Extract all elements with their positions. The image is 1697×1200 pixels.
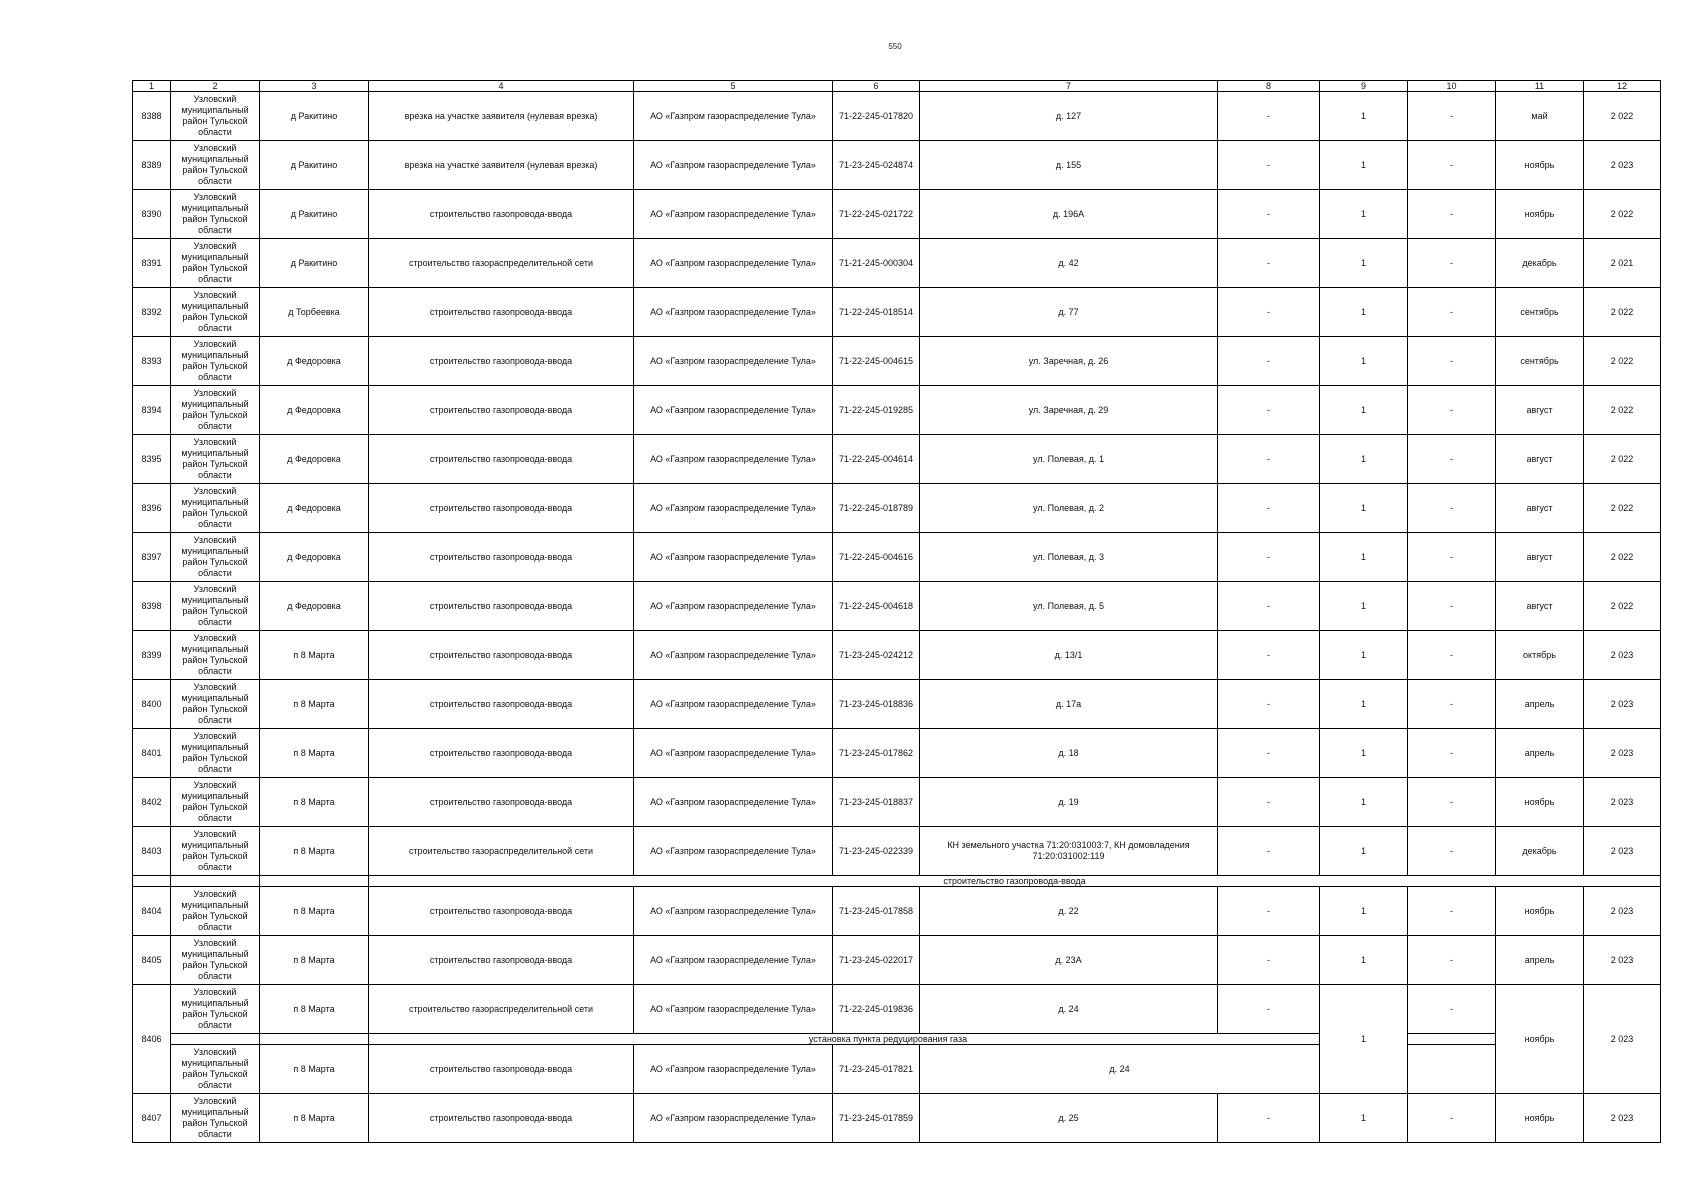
cell-address: д. 42	[920, 239, 1218, 288]
cell-address: д. 19	[920, 778, 1218, 827]
table-row	[133, 337, 1661, 386]
cell-year: 2 023	[1584, 680, 1661, 729]
cell-district: Узловский муниципальный район Тульской области	[171, 729, 260, 778]
cell-month: декабрь	[1496, 827, 1584, 876]
cell-org: АО «Газпром газораспределение Тула»	[634, 582, 833, 631]
cell-col8: -	[1218, 337, 1320, 386]
cell-code: 71-23-245-018837	[833, 778, 920, 827]
cell-year: 2 021	[1584, 239, 1661, 288]
cell-district: Узловский муниципальный район Тульской области	[171, 680, 260, 729]
cell-address: д. 127	[920, 92, 1218, 141]
cell-col10: -	[1408, 827, 1496, 876]
cell-num: 8388	[133, 92, 171, 141]
table-row	[133, 92, 1661, 141]
table-row	[133, 484, 1661, 533]
cell-col9: 1	[1320, 778, 1408, 827]
cell-col8: -	[1218, 533, 1320, 582]
cell-locality: д Ракитино	[260, 239, 369, 288]
cell-num: 8405	[133, 936, 171, 985]
table-row	[133, 985, 1661, 1034]
table-row	[133, 239, 1661, 288]
cell-address: ул. Заречная, д. 29	[920, 386, 1218, 435]
cell-col8: -	[1218, 985, 1320, 1034]
cell-col8: -	[1218, 887, 1320, 936]
cell-year: 2 023	[1584, 1094, 1661, 1143]
column-header: 5	[634, 81, 833, 92]
cell-work: врезка на участке заявителя (нулевая врезка)	[369, 141, 634, 190]
cell-address: КН земельного участка 71:20:031003:7, КН домовладения 71:20:031002:119	[920, 827, 1218, 876]
cell-col8: -	[1218, 1094, 1320, 1143]
column-header: 6	[833, 81, 920, 92]
cell-address: д. 17а	[920, 680, 1218, 729]
page-number: 550	[888, 42, 902, 51]
cell-col8: -	[1218, 239, 1320, 288]
cell-num: 8402	[133, 778, 171, 827]
cell-col10: -	[1408, 386, 1496, 435]
cell-col8: -	[1218, 484, 1320, 533]
cell-address: д. 18	[920, 729, 1218, 778]
cell-code: 71-23-245-017859	[833, 1094, 920, 1143]
cell-col10: -	[1408, 729, 1496, 778]
cell-locality: д Федоровка	[260, 386, 369, 435]
cell-locality: п 8 Марта	[260, 827, 369, 876]
cell-col10: -	[1408, 1094, 1496, 1143]
cell-month: август	[1496, 484, 1584, 533]
cell-code: 71-22-245-004614	[833, 435, 920, 484]
cell-num: 8397	[133, 533, 171, 582]
cell-work: строительство газопровода-ввода	[369, 778, 634, 827]
column-header: 4	[369, 81, 634, 92]
cell-code: 71-22-245-018514	[833, 288, 920, 337]
cell-district: Узловский муниципальный район Тульской области	[171, 239, 260, 288]
cell-col10: -	[1408, 239, 1496, 288]
cell-work: строительство газопровода-ввода	[369, 887, 634, 936]
cell-district: Узловский муниципальный район Тульской области	[171, 92, 260, 141]
cell-month: октябрь	[1496, 631, 1584, 680]
cell-code: 71-22-245-018789	[833, 484, 920, 533]
note-cell: установка пункта редуцирования газа	[369, 1034, 1408, 1045]
cell-month: август	[1496, 435, 1584, 484]
table-row	[133, 936, 1661, 985]
cell-month: ноябрь	[1496, 778, 1584, 827]
cell-col8: -	[1218, 288, 1320, 337]
cell-code: 71-23-245-017858	[833, 887, 920, 936]
cell-work: строительство газопровода-ввода	[369, 936, 634, 985]
cell-org: АО «Газпром газораспределение Тула»	[634, 1045, 833, 1094]
cell-work: строительство газопровода-ввода	[369, 1094, 634, 1143]
cell-district: Узловский муниципальный район Тульской области	[171, 631, 260, 680]
cell-month: ноябрь	[1496, 190, 1584, 239]
cell-col9: 1	[1320, 190, 1408, 239]
cell-locality: д Федоровка	[260, 582, 369, 631]
cell-year: 2 022	[1584, 337, 1661, 386]
cell-num: 8406	[133, 985, 171, 1094]
cell-org: АО «Газпром газораспределение Тула»	[634, 729, 833, 778]
cell-month: ноябрь	[1496, 141, 1584, 190]
cell-year: 2 023	[1584, 985, 1661, 1094]
cell-col9: 1	[1320, 386, 1408, 435]
cell-org: АО «Газпром газораспределение Тула»	[634, 827, 833, 876]
cell-org: АО «Газпром газораспределение Тула»	[634, 337, 833, 386]
cell-work: врезка на участке заявителя (нулевая врезка)	[369, 92, 634, 141]
cell-col10: -	[1408, 582, 1496, 631]
cell-district: Узловский муниципальный район Тульской области	[171, 190, 260, 239]
cell-locality: д Федоровка	[260, 337, 369, 386]
table-row	[133, 141, 1661, 190]
cell-num: 8404	[133, 887, 171, 936]
note-row	[133, 876, 1661, 887]
cell-code: 71-22-245-004615	[833, 337, 920, 386]
cell-address: д. 196А	[920, 190, 1218, 239]
cell-month: август	[1496, 582, 1584, 631]
cell-work: строительство газопровода-ввода	[369, 533, 634, 582]
cell-code: 71-23-245-022339	[833, 827, 920, 876]
cell-year: 2 022	[1584, 190, 1661, 239]
cell-org: АО «Газпром газораспределение Тула»	[634, 190, 833, 239]
cell-org: АО «Газпром газораспределение Тула»	[634, 484, 833, 533]
cell-col9: 1	[1320, 239, 1408, 288]
cell-col8: -	[1218, 631, 1320, 680]
cell-code: 71-21-245-000304	[833, 239, 920, 288]
cell-district: Узловский муниципальный район Тульской области	[171, 827, 260, 876]
cell-year: 2 023	[1584, 141, 1661, 190]
cell-col9: 1	[1320, 1094, 1408, 1143]
cell-district: Узловский муниципальный район Тульской области	[171, 386, 260, 435]
cell-col10: -	[1408, 533, 1496, 582]
cell-org: АО «Газпром газораспределение Тула»	[634, 435, 833, 484]
cell-district: Узловский муниципальный район Тульской области	[171, 582, 260, 631]
cell-code: 71-23-245-017821	[833, 1045, 920, 1094]
cell-address: ул. Полевая, д. 1	[920, 435, 1218, 484]
table-row	[133, 729, 1661, 778]
cell-org: АО «Газпром газораспределение Тула»	[634, 141, 833, 190]
cell-col8: -	[1218, 827, 1320, 876]
cell-code: 71-23-245-022017	[833, 936, 920, 985]
cell-col8: -	[1218, 190, 1320, 239]
cell-num: 8399	[133, 631, 171, 680]
column-header: 2	[171, 81, 260, 92]
cell-col9: 1	[1320, 631, 1408, 680]
cell-col10: -	[1408, 92, 1496, 141]
cell-year: 2 023	[1584, 729, 1661, 778]
cell-work: строительство газопровода-ввода	[369, 337, 634, 386]
column-header: 1	[133, 81, 171, 92]
cell-address: д. 77	[920, 288, 1218, 337]
cell-district: Узловский муниципальный район Тульской области	[171, 778, 260, 827]
table-row	[133, 288, 1661, 337]
cell-col8: -	[1218, 729, 1320, 778]
cell-num: 8403	[133, 827, 171, 876]
column-header: 9	[1320, 81, 1408, 92]
cell-num: 8398	[133, 582, 171, 631]
cell-org: АО «Газпром газораспределение Тула»	[634, 239, 833, 288]
cell-num: 8391	[133, 239, 171, 288]
cell-address: ул. Заречная, д. 26	[920, 337, 1218, 386]
table-row	[133, 631, 1661, 680]
cell-locality: п 8 Марта	[260, 1094, 369, 1143]
cell-col9: 1	[1320, 985, 1408, 1094]
cell-org: АО «Газпром газораспределение Тула»	[634, 533, 833, 582]
cell-month: апрель	[1496, 936, 1584, 985]
table-row	[133, 778, 1661, 827]
cell-col8: -	[1218, 386, 1320, 435]
cell-month: август	[1496, 386, 1584, 435]
cell-year: 2 023	[1584, 827, 1661, 876]
cell-locality: п 8 Марта	[260, 729, 369, 778]
column-header: 8	[1218, 81, 1320, 92]
cell-code: 71-22-245-021722	[833, 190, 920, 239]
cell-num: 8392	[133, 288, 171, 337]
cell-org: АО «Газпром газораспределение Тула»	[634, 631, 833, 680]
cell-col9: 1	[1320, 887, 1408, 936]
cell-locality: п 8 Марта	[260, 778, 369, 827]
cell-year: 2 023	[1584, 631, 1661, 680]
cell-num: 8396	[133, 484, 171, 533]
cell-col9: 1	[1320, 288, 1408, 337]
cell-district: Узловский муниципальный район Тульской области	[171, 435, 260, 484]
cell-org: АО «Газпром газораспределение Тула»	[634, 778, 833, 827]
cell-work: строительство газопровода-ввода	[369, 729, 634, 778]
cell-year: 2 022	[1584, 533, 1661, 582]
cell-district: Узловский муниципальный район Тульской области	[171, 887, 260, 936]
cell-code: 71-22-245-019285	[833, 386, 920, 435]
cell-col10: -	[1408, 680, 1496, 729]
cell-work: строительство газопровода-ввода	[369, 631, 634, 680]
table-row	[133, 887, 1661, 936]
cell-address: ул. Полевая, д. 5	[920, 582, 1218, 631]
cell-year: 2 022	[1584, 288, 1661, 337]
cell-locality: п 8 Марта	[260, 887, 369, 936]
cell-code: 71-22-245-019836	[833, 985, 920, 1034]
cell-year: 2 022	[1584, 484, 1661, 533]
cell-district: Узловский муниципальный район Тульской области	[171, 985, 260, 1034]
cell-num: 8400	[133, 680, 171, 729]
cell-address: д. 24	[920, 985, 1218, 1034]
cell-org: АО «Газпром газораспределение Тула»	[634, 386, 833, 435]
cell-col10: -	[1408, 778, 1496, 827]
table-row	[133, 190, 1661, 239]
cell-district: Узловский муниципальный район Тульской области	[171, 1094, 260, 1143]
table-row	[133, 1094, 1661, 1143]
cell-district: Узловский муниципальный район Тульской области	[171, 337, 260, 386]
cell-locality: п 8 Марта	[260, 680, 369, 729]
cell-col9: 1	[1320, 92, 1408, 141]
table-row	[133, 386, 1661, 435]
cell-col8: -	[1218, 680, 1320, 729]
cell-col9: 1	[1320, 582, 1408, 631]
cell-district: Узловский муниципальный район Тульской области	[171, 936, 260, 985]
cell-address: д. 13/1	[920, 631, 1218, 680]
cell-col10: -	[1408, 887, 1496, 936]
cell-org: АО «Газпром газораспределение Тула»	[634, 936, 833, 985]
cell-col9: 1	[1320, 680, 1408, 729]
cell-work: строительство газопровода-ввода	[369, 435, 634, 484]
cell-work: строительство газопровода-ввода	[369, 484, 634, 533]
cell-col10: -	[1408, 631, 1496, 680]
cell-district: Узловский муниципальный район Тульской области	[171, 1045, 260, 1094]
cell-month: апрель	[1496, 680, 1584, 729]
cell-year: 2 022	[1584, 92, 1661, 141]
cell-address: д. 25	[920, 1094, 1218, 1143]
table-row	[133, 435, 1661, 484]
cell-locality: п 8 Марта	[260, 1045, 369, 1094]
cell-year: 2 022	[1584, 435, 1661, 484]
cell-num: 8390	[133, 190, 171, 239]
cell-num: 8393	[133, 337, 171, 386]
cell-col10: -	[1408, 484, 1496, 533]
cell-locality: п 8 Марта	[260, 631, 369, 680]
cell-col10: -	[1408, 141, 1496, 190]
cell-num: 8401	[133, 729, 171, 778]
cell-org: АО «Газпром газораспределение Тула»	[634, 680, 833, 729]
cell-month: декабрь	[1496, 239, 1584, 288]
cell-col8: -	[1218, 92, 1320, 141]
table-row	[133, 582, 1661, 631]
cell-work: строительство газораспределительной сети	[369, 985, 634, 1034]
cell-month: ноябрь	[1496, 985, 1584, 1094]
cell-col10: -	[1408, 288, 1496, 337]
table-row	[133, 533, 1661, 582]
registry-table	[132, 80, 1661, 1143]
cell-code: 71-22-245-004616	[833, 533, 920, 582]
cell-work: строительство газопровода-ввода	[369, 582, 634, 631]
cell-work: строительство газопровода-ввода	[369, 190, 634, 239]
cell-col9: 1	[1320, 936, 1408, 985]
cell-month: сентябрь	[1496, 288, 1584, 337]
cell-col8: -	[1218, 936, 1320, 985]
cell-address: д. 155	[920, 141, 1218, 190]
cell-org: АО «Газпром газораспределение Тула»	[634, 887, 833, 936]
cell-year: 2 022	[1584, 582, 1661, 631]
cell-locality: д Федоровка	[260, 533, 369, 582]
cell-year: 2 023	[1584, 936, 1661, 985]
cell-col8: -	[1218, 582, 1320, 631]
cell-col8: -	[1218, 141, 1320, 190]
cell-org: АО «Газпром газораспределение Тула»	[634, 92, 833, 141]
cell-col10: -	[1408, 435, 1496, 484]
cell-work: строительство газораспределительной сети	[369, 239, 634, 288]
cell-locality: п 8 Марта	[260, 936, 369, 985]
cell-num: 8407	[133, 1094, 171, 1143]
cell-col10: -	[1408, 985, 1496, 1034]
cell-district: Узловский муниципальный район Тульской области	[171, 533, 260, 582]
cell-code: 71-23-245-018836	[833, 680, 920, 729]
cell-work: строительство газораспределительной сети	[369, 827, 634, 876]
cell-year: 2 023	[1584, 778, 1661, 827]
cell-locality: д Федоровка	[260, 484, 369, 533]
cell-month: ноябрь	[1496, 1094, 1584, 1143]
cell-address: ул. Полевая, д. 2	[920, 484, 1218, 533]
cell-col10: -	[1408, 337, 1496, 386]
cell-col9: 1	[1320, 435, 1408, 484]
cell-col10: -	[1408, 936, 1496, 985]
cell-col10: -	[1408, 190, 1496, 239]
cell-code: 71-23-245-024212	[833, 631, 920, 680]
cell-year: 2 023	[1584, 887, 1661, 936]
note-cell: строительство газопровода-ввода	[369, 876, 1661, 887]
cell-code: 71-22-245-017820	[833, 92, 920, 141]
cell-locality: д Федоровка	[260, 435, 369, 484]
cell-num: 8394	[133, 386, 171, 435]
cell-locality: п 8 Марта	[260, 985, 369, 1034]
cell-org: АО «Газпром газораспределение Тула»	[634, 1094, 833, 1143]
cell-org: АО «Газпром газораспределение Тула»	[634, 288, 833, 337]
cell-org: АО «Газпром газораспределение Тула»	[634, 985, 833, 1034]
cell-col8: -	[1218, 778, 1320, 827]
column-header: 11	[1496, 81, 1584, 92]
cell-work: строительство газопровода-ввода	[369, 386, 634, 435]
cell-num: 8389	[133, 141, 171, 190]
cell-col9: 1	[1320, 533, 1408, 582]
cell-month: август	[1496, 533, 1584, 582]
cell-col9: 1	[1320, 484, 1408, 533]
cell-year: 2 022	[1584, 386, 1661, 435]
column-header-row	[133, 81, 1661, 92]
cell-code: 71-23-245-024874	[833, 141, 920, 190]
cell-col9: 1	[1320, 827, 1408, 876]
cell-locality: д Ракитино	[260, 141, 369, 190]
cell-month: май	[1496, 92, 1584, 141]
table-row	[133, 680, 1661, 729]
table-row	[133, 827, 1661, 876]
column-header: 12	[1584, 81, 1661, 92]
cell-district: Узловский муниципальный район Тульской области	[171, 484, 260, 533]
column-header: 7	[920, 81, 1218, 92]
cell-month: ноябрь	[1496, 887, 1584, 936]
table-row	[133, 1045, 1661, 1094]
column-header: 10	[1408, 81, 1496, 92]
column-header: 3	[260, 81, 369, 92]
cell-code: 71-23-245-017862	[833, 729, 920, 778]
cell-address: д. 23А	[920, 936, 1218, 985]
cell-col9: 1	[1320, 729, 1408, 778]
cell-work: строительство газопровода-ввода	[369, 680, 634, 729]
cell-work: строительство газопровода-ввода	[369, 1045, 634, 1094]
cell-locality: д Торбеевка	[260, 288, 369, 337]
cell-address: ул. Полевая, д. 3	[920, 533, 1218, 582]
cell-district: Узловский муниципальный район Тульской области	[171, 288, 260, 337]
note-row	[133, 1034, 1661, 1045]
cell-code: 71-22-245-004618	[833, 582, 920, 631]
cell-work: строительство газопровода-ввода	[369, 288, 634, 337]
cell-locality: д Ракитино	[260, 190, 369, 239]
cell-month: апрель	[1496, 729, 1584, 778]
cell-col8: -	[1218, 435, 1320, 484]
cell-address: д. 22	[920, 887, 1218, 936]
cell-num: 8395	[133, 435, 171, 484]
cell-locality: д Ракитино	[260, 92, 369, 141]
cell-month: сентябрь	[1496, 337, 1584, 386]
cell-col9: 1	[1320, 337, 1408, 386]
cell-address: д. 24	[920, 1045, 1320, 1094]
cell-col9: 1	[1320, 141, 1408, 190]
cell-district: Узловский муниципальный район Тульской области	[171, 141, 260, 190]
